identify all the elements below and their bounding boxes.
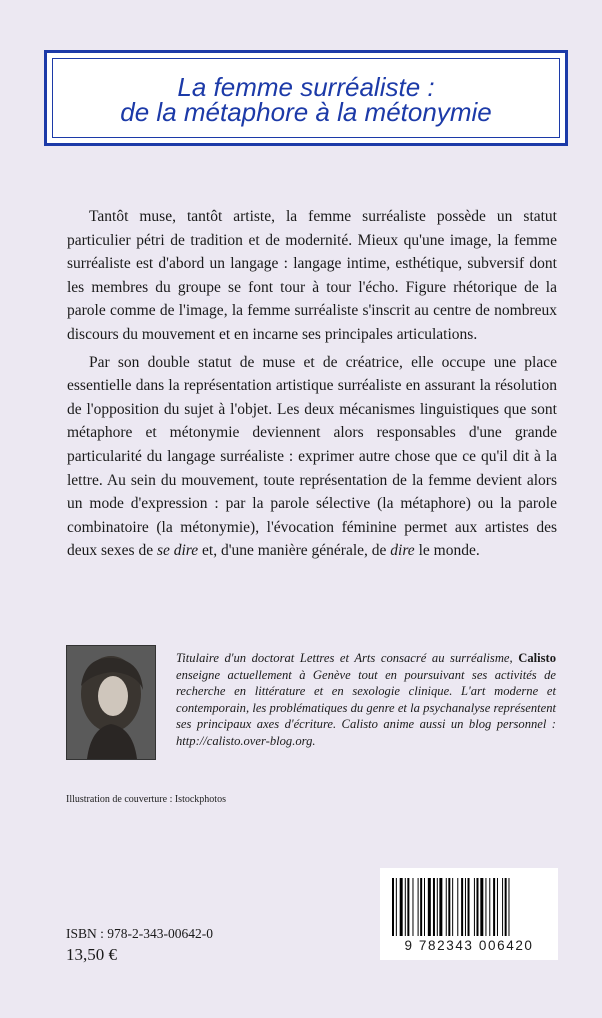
title-line-1: La femme surréaliste : xyxy=(177,72,435,102)
emphasis-dire: dire xyxy=(390,542,415,560)
price: 13,50 € xyxy=(66,945,117,964)
title-line-2: de la métaphore à la métonymie xyxy=(120,97,492,127)
paragraph-2-part-a: Par son double statut de muse et de créatrice, elle occupe une place essentielle dans la représentation artistique surréaliste en assurant la résolution de l'opposition du sujet à l'objet. Les deux mécanismes linguistiques que sont métaphore et métonymie deviennent alors responsables d'une grande particularité du langage surréaliste : exprimer autre chose que ce qu'il dit à la lettre. Au sein du mouvement, toute représentation de la femme devient alors un mode d'expression : par la parole sélective (la métaphore) ou la parole combinatoire (la métonymie), l'évocation féminine permet aux artistes des deux sexes de xyxy=(67,353,557,560)
bio-part-a: Titulaire d'un doctorat Lettres et Arts consacré au surréalisme, xyxy=(176,651,519,665)
barcode xyxy=(380,868,558,960)
summary-paragraph-1: Tantôt muse, tantôt artiste, la femme surréaliste possède un statut particulier pétri de tradition et de modernité. Mieux qu'une image, la femme surréaliste est d'abord un langage : langage intime, esthétique, subversif dont les membres du groupe se font tour à tour l'écho. Figure rhétorique de la parole comme de l'image, la femme surréaliste s'inscrit au centre de nombreux discours du mouvement et en incarne ses principales articulations. xyxy=(67,208,557,343)
paragraph-2-part-b: et, d'une manière générale, de xyxy=(198,542,391,560)
summary-text xyxy=(67,205,557,563)
author-photo xyxy=(66,645,156,760)
author-name: Calisto xyxy=(518,651,556,665)
barcode-digits: 9 782343 006420 xyxy=(404,938,534,953)
barcode-icon xyxy=(392,878,546,936)
book-title xyxy=(47,72,565,127)
bio-part-b: enseigne actuellement à Genève tout en poursuivant ses activités de recherche en littérature et en sexologie clinique. L'art moderne et contemporain, les problématiques du genre et la psychanalyse représentent ses principaux axes d'écriture. Calisto anime aussi un blog personnel : http://calisto.over-blog.org. xyxy=(176,667,556,748)
cover-illustration-credit: Illustration de couverture : Istockphotos xyxy=(66,794,226,805)
emphasis-se-dire: se dire xyxy=(156,542,199,560)
isbn: ISBN : 978-2-343-00642-0 xyxy=(66,926,213,941)
author-portrait-icon xyxy=(67,646,155,759)
summary-paragraph-2 xyxy=(67,351,557,563)
title-frame xyxy=(44,50,568,146)
paragraph-2-part-c: le monde. xyxy=(414,542,480,560)
author-bio xyxy=(176,650,556,750)
